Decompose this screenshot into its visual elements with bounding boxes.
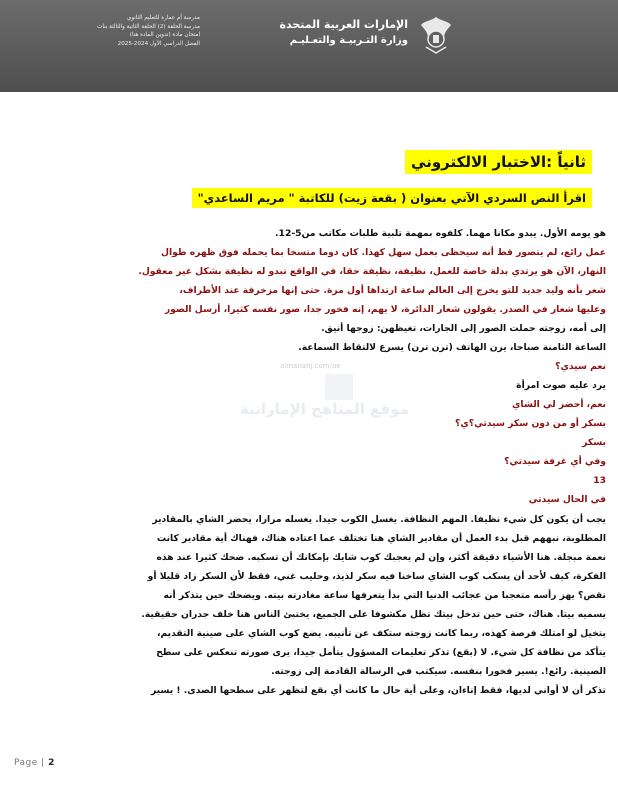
text-line: الصينية. رائع!. يسير فخورا بنفسه. سيكتب في الرسالة القادمة إلى زوجته. bbox=[271, 666, 606, 677]
reading-instruction: اقرأ النص السردي الآتي بعنوان ( بقعة زيت) للكاتبة " مريم الساعدي" bbox=[192, 188, 592, 208]
dialogue-line: نعم، أحضر لي الشاي bbox=[511, 399, 606, 410]
dialogue-line: 13 bbox=[593, 475, 606, 486]
ministry-title bbox=[258, 18, 408, 48]
school-line: مدرسة الحلقة (2) الحلقة الثانية والثالثة بنات bbox=[97, 23, 200, 30]
dialogue-line: يرد عليه صوت امرأة bbox=[516, 380, 606, 391]
section-title: ثانياً :الاختبار الالكتروني bbox=[405, 150, 592, 174]
text-line: نعمة مبجلة. هنا الأشياء دقيقة أكثر، وإن لم يعجبك كوب شايك بإمكانك أن تسكبه. ضحك كثيرا عند هذه bbox=[156, 552, 606, 563]
watermark-logo-icon bbox=[325, 374, 353, 400]
story-paragraph-1 bbox=[14, 224, 606, 338]
page-label: Page bbox=[14, 758, 38, 768]
school-line: الفصل الدراسي الأول 2024-2025 bbox=[117, 40, 200, 47]
school-line: مدرسة أم عمارة للتعليم الثانوي bbox=[126, 15, 200, 21]
dialogue-line: في الحال سيدتي bbox=[528, 494, 606, 505]
site-watermark bbox=[210, 362, 410, 440]
page-header bbox=[0, 0, 618, 92]
text-line: وعليها شعار في الصدر. يقولون شعار الدائرة، لا يهم، إنه فخور جدا، صور نفسه كثيرا، أرسل الصور bbox=[164, 304, 606, 315]
watermark-url: almanahj.com/ae bbox=[280, 362, 341, 370]
text-line: تذكر أن لا أواني لديها، فقط إناءان، وعلى أية حال ما كانت أي بقع لتظهر على سطحها الصدى. ! يسير bbox=[150, 685, 606, 696]
dialogue-line: بسكر أو من دون سكر سيدتي؟ي؟ bbox=[455, 418, 606, 429]
watermark-text: موقع المناهج الإماراتية bbox=[240, 400, 409, 418]
text-line: يتخيل لو امتلك فرصة كهذه، ربما كانت زوجته ستكف عن تأنيبه. يضع كوب الشاي على صينية التقديم، bbox=[156, 628, 606, 639]
ministry-line-2: وزارة التـربيـة والتعـليـم bbox=[289, 35, 408, 46]
page-footer: Page | 2 bbox=[14, 758, 55, 768]
text-line: شعر بأنه وليد جديد للتو يخرج إلى العالم ساعة ارتداها أول مرة. حتى إنها مزخرفة عند الأطراف، bbox=[179, 285, 606, 296]
dialogue-line: الساعة الثامنة صباحا، يرن الهاتف (ترن ترن) يسرع لالتقاط السماعة. bbox=[298, 342, 606, 353]
text-line: إلى أمه، زوجته حملت الصور إلى الجارات، تغيظهن: زوجها أنيق. bbox=[321, 323, 606, 334]
text-line: هو يومه الأول. يبدو مكانا مهما. كلفوه بمهمة تلبية طلبات مكاتب من5-12. bbox=[275, 228, 606, 239]
dialogue-line: وفي أي غرفة سيدتي؟ bbox=[504, 456, 606, 467]
uae-emblem-icon bbox=[418, 15, 454, 55]
story-paragraph-2 bbox=[14, 510, 606, 700]
school-line: امتحان مادة (تدوين المادة هنا) bbox=[129, 32, 200, 39]
text-line: يتأكد من نظافة كل شيء. لا (بقع) تذكر تعليمات المسؤول يتأمل جيدا، يرى صورته تنعكس على سطح bbox=[156, 647, 606, 658]
text-line: النهار، الآن هو يرتدي بدلة خاصة للعمل، نظيفة، نظيفة حقا، في الواقع تبدو له نظيفة بشكل غير معقول. bbox=[138, 266, 606, 277]
text-line: نقص؟ يهز رأسه متعجبا من عجائب الدنيا التي بدأ يتعرفها ساعة مغادرته بيته. ويضحك حين يتذكر أنه bbox=[163, 590, 606, 601]
dialogue-line: نعم سيدي؟ bbox=[555, 361, 606, 372]
school-info bbox=[20, 14, 200, 48]
text-line: عمل رائع، لم يتصور قط أنه سيحظى بعمل سهل كهذا. كان دوما متسخا بما يحمله فوق ظهره طوال bbox=[160, 247, 606, 258]
text-line: يجب أن يكون كل شيء نظيفا. المهم النظافة. يغسل الكوب جيدا. يغسله مرارا، يحضر الشاي بالمقادير bbox=[152, 514, 606, 525]
text-line: الفكرة، كيف لأحد أن يسكب كوب الشاي ساخنا فيه سكر لذيذ، وحليب غني، فقط لأن السكر زاد قليلا أو bbox=[147, 571, 606, 582]
text-line: المطلوبة، نبههم قبل بدء العمل أن مقادير الشاي هنا تختلف عما اعتاده هناك، فهناك أية مقادير كانت bbox=[156, 533, 606, 544]
ministry-line-1: الإمارات العربية المتحدة bbox=[279, 18, 408, 31]
text-line: يسميه بيتا. هناك، حتى حين تدخل بيتك تظل مكشوفا على الجميع، يختبئ الناس هنا خلف جدران حقيقية. bbox=[141, 609, 606, 620]
dialogue-line: بسكر bbox=[582, 437, 606, 448]
page-number: 2 bbox=[48, 758, 55, 768]
